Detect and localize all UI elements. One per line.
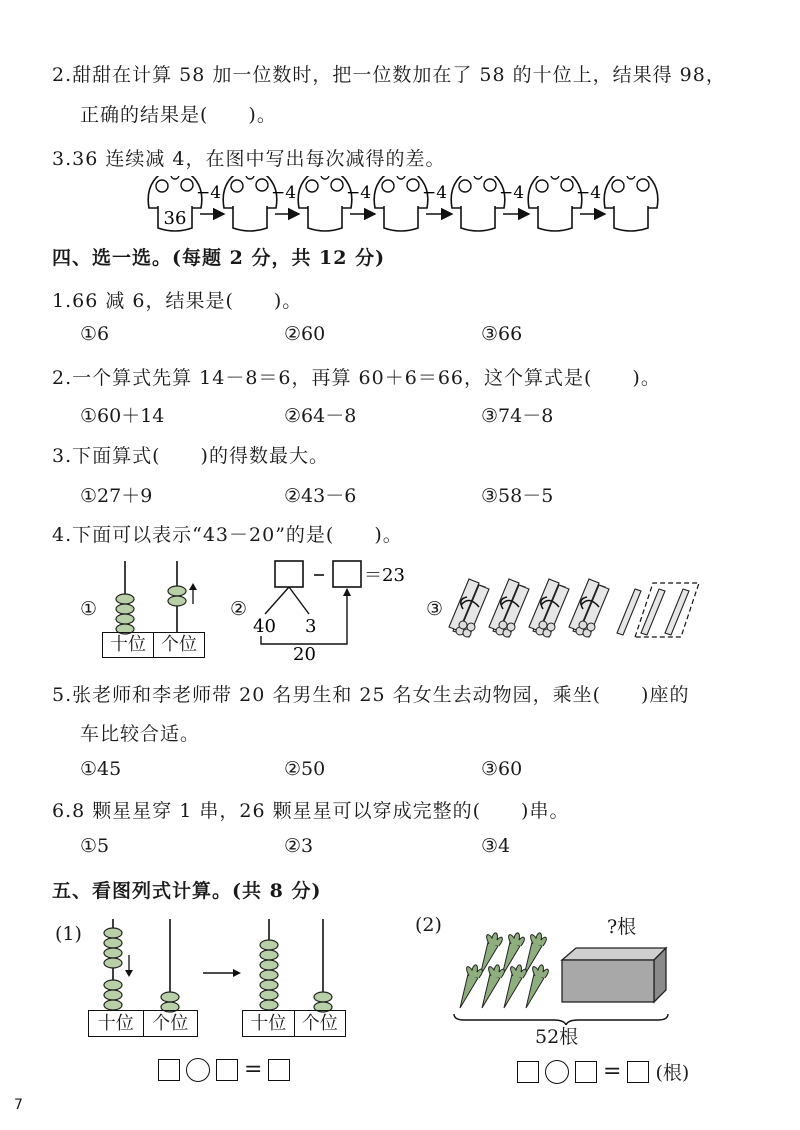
minus-label: −4 [196, 183, 222, 203]
q3-3-line: 3.36 连续减 4，在图中写出每次减得的差。 [52, 148, 446, 170]
stick-bundle [449, 579, 489, 637]
mushroom-3 [298, 176, 352, 231]
stick-bundle [489, 579, 529, 637]
q4-5-line1: 5.张老师和李老师带 20 名男生和 25 名女生去动物园，乘坐( )座的 [52, 684, 690, 706]
p5-1-label: (1) [55, 923, 82, 945]
p5-2-answer-row [517, 1058, 689, 1085]
q4-5-option-3[interactable]: ③60 [481, 758, 523, 780]
q4-5-line2: 车比较合适。 [80, 723, 201, 745]
q4-6-option-1[interactable]: ①5 [80, 835, 110, 857]
mushroom-2 [223, 176, 277, 231]
p5-2-total: 52根 [535, 1026, 579, 1048]
mushroom-chain [0, 176, 800, 236]
answer-box[interactable] [575, 1061, 597, 1083]
q4-3-option-1[interactable]: ①27＋9 [80, 485, 153, 507]
mushroom-4 [374, 176, 428, 231]
minus-label: −4 [576, 183, 602, 203]
unit-label: (根) [655, 1062, 690, 1084]
ones-label: 个位 [161, 634, 197, 655]
answer-box[interactable] [627, 1061, 649, 1083]
p5-1-right-label-box [242, 1010, 346, 1037]
q4-4-opt2-right-value: 3 [305, 616, 317, 637]
q4-4-stick-bundles [445, 575, 725, 645]
q4-3-text: 3.下面算式( )的得数最大。 [52, 445, 329, 467]
answer-box[interactable] [216, 1059, 238, 1081]
q4-6-text: 6.8 颗星星穿 1 串，26 颗星星可以穿成完整的( )串。 [52, 800, 570, 822]
q4-4-opt2-result: ＝23 [364, 565, 405, 586]
q4-4-decomposition-diagram [245, 556, 405, 666]
q4-1-option-3[interactable]: ③66 [481, 323, 523, 345]
q4-4-abacus [98, 557, 218, 637]
mushroom-start-value: 36 [163, 208, 187, 229]
answer-box[interactable] [517, 1061, 539, 1083]
carrot [482, 965, 504, 1008]
q4-6-option-3[interactable]: ③4 [481, 835, 511, 857]
stick-bundle [529, 579, 569, 637]
carrot [504, 965, 526, 1008]
tens-label: 十位 [243, 1011, 295, 1036]
q4-3-option-3[interactable]: ③58－5 [481, 485, 554, 507]
carrot [460, 965, 482, 1008]
q3-2-line1: 2.甜甜在计算 58 加一位数时，把一位数加在了 58 的十位上，结果得 98， [52, 64, 726, 86]
q4-4-option-3-mark[interactable]: ③ [426, 598, 444, 620]
mushroom-7 [604, 176, 658, 231]
ones-label: 个位 [152, 1013, 189, 1034]
tens-label: 十位 [103, 633, 154, 657]
p5-1-answer-row [158, 1058, 290, 1082]
part4-heading: 四、选一选。(每题 2 分，共 12 分) [52, 247, 386, 269]
answer-box[interactable] [158, 1059, 180, 1081]
q4-3-option-2[interactable]: ②43－6 [284, 485, 357, 507]
mushroom-5 [451, 176, 505, 231]
q4-2-option-2[interactable]: ②64－8 [284, 405, 357, 427]
ones-label: 个位 [301, 1013, 338, 1034]
q4-4-abacus-label-box [102, 632, 205, 658]
minus-label: −4 [499, 183, 525, 203]
mushroom-6 [528, 176, 582, 231]
q4-5-option-2[interactable]: ②50 [284, 758, 326, 780]
stick-bundle [569, 579, 609, 637]
p5-2-question: ?根 [607, 916, 637, 938]
minus-label: −4 [422, 183, 448, 203]
q4-4-option-2-mark[interactable]: ② [230, 598, 248, 620]
p5-2-carrots-and-box [450, 930, 700, 1025]
q4-4-opt2-left-value: 40 [253, 616, 276, 637]
minus-label: −4 [271, 183, 297, 203]
q4-4-option-1-mark[interactable]: ① [80, 598, 98, 620]
q4-1-option-2[interactable]: ②60 [284, 323, 326, 345]
q3-2-line2: 正确的结果是( )。 [80, 104, 277, 126]
answer-box[interactable] [268, 1059, 290, 1081]
equals-sign: = [244, 1057, 263, 1082]
page-number: 7 [14, 1097, 23, 1113]
operator-circle[interactable] [545, 1060, 569, 1084]
equals-sign: = [603, 1058, 622, 1084]
q4-2-option-3[interactable]: ③74－8 [481, 405, 554, 427]
q4-2-option-1[interactable]: ①60＋14 [80, 405, 165, 427]
q4-4-opt2-bottom-value: 20 [293, 644, 316, 665]
operator-circle[interactable] [186, 1058, 210, 1082]
p5-2-label: (2) [415, 914, 442, 936]
q4-2-text: 2.一个算式先算 14－8＝6，再算 60＋6＝66，这个算式是( )。 [52, 367, 661, 389]
minus-label: −4 [346, 183, 372, 203]
q4-5-option-1[interactable]: ①45 [80, 758, 122, 780]
q4-1-text: 1.66 减 6，结果是( )。 [52, 290, 303, 312]
q4-1-option-1[interactable]: ①6 [80, 323, 110, 345]
q4-6-option-2[interactable]: ②3 [284, 835, 314, 857]
p5-1-left-label-box [88, 1010, 198, 1037]
q4-4-text: 4.下面可以表示“43－20”的是( )。 [52, 524, 403, 546]
p5-1-abacus-transform [85, 915, 385, 1015]
tens-label: 十位 [89, 1011, 144, 1036]
carrot [526, 965, 548, 1008]
part5-heading: 五、看图列式计算。(共 8 分) [52, 880, 322, 902]
